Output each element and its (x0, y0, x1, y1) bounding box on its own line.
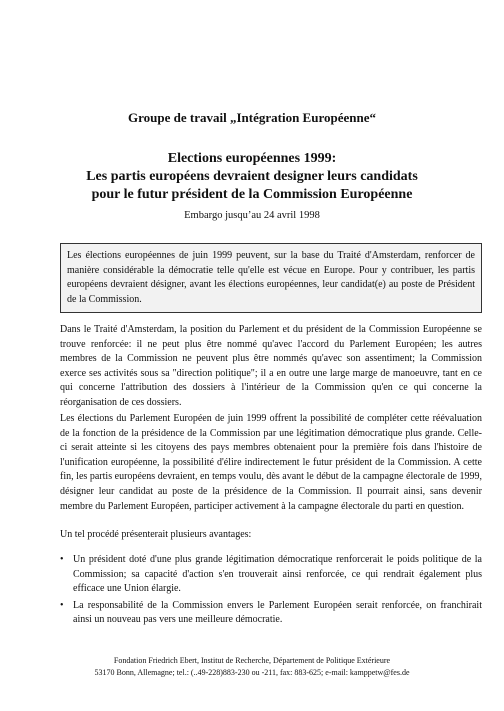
bullet-icon: • (60, 554, 64, 565)
list-item (60, 599, 482, 628)
abstract-box: Les élections européennes de juin 1999 peuvent, sur la base du Traité d'Amsterdam, renforcer de manière considérable la démocratie telle qu'elle est vécue en Europe. Pour y contribuer, les partis européens devraient désigner, avant les élections européennes, leur candidat(e) au poste de Président de la Commission. (60, 243, 482, 313)
footer (0, 655, 504, 679)
title-line-3: pour le futur président de la Commission Européenne (91, 187, 413, 202)
bullet-icon: • (60, 599, 64, 611)
document-title (0, 150, 504, 204)
working-group-heading: Groupe de travail „Intégration Européenne“ (128, 110, 376, 125)
paragraph-amsterdam-treaty: Dans le Traité d'Amsterdam, la position du Parlement et du président de la Commission Européenne se trouve renforcée: il ne peut plus être nommé qu'avec l'accord du Parlement Européen; les autres membres de la Commission ne peuvent plus être nommés qu'avec son assentiment; la Commission exerce ses activités sous sa "direction politique"; il a en outre une large marge de manoeuvre, tant en ce qui concerne l'attribution des dossiers à l'intérieur de la Commission qu'en ce qui concerne la réorganisation de ces dossiers. (60, 324, 482, 408)
footer-institution: Fondation Friedrich Ebert, Institut de Recherche, Département de Politique Extérieure (113, 656, 391, 665)
title-line-2: Les partis européens devraient designer leurs candidats (86, 169, 418, 184)
embargo-notice: Embargo jusqu’au 24 avril 1998 (184, 210, 320, 221)
advantages-list (60, 553, 482, 630)
list-item (60, 553, 482, 597)
title-line-1: Elections européennes 1999: (167, 151, 337, 166)
paragraph-advantages-intro: Un tel procédé présenterait plusieurs avantages: (60, 529, 252, 540)
paragraph-elections-1999: Les élections du Parlement Européen de juin 1999 offrent la possibilité de compléter cette réévaluation de la fonction de la présidence de la Commission par une légitimation démocratique plus grande. Celle-ci serait atteinte si les citoyens des pays membres obtenaient pour la première fois dans l'histoire de l'unification européenne, la possibilité d'élire indirectement le futur président de la Commission. A cette fin, les partis européens devraient, en temps voulu, dès avant le début de la campagne électorale de 1999, désigner leur candidat au poste de la présidence de la Commission. Il pourrait ainsi, sans devenir membre du Parlement Européen, participer activement à la campagne électorale du parti en question. (60, 413, 482, 512)
footer-contact: 53170 Bonn, Allemagne; tel.: (..49-228)883-230 ou -211, fax: 883-625; e-mail: kamppetw@fes.de (94, 668, 410, 677)
list-item-text: Un président doté d'une plus grande légitimation démocratique renforcerait le poids politique de la Commission; sa capacité d'action s'en trouverait ainsi renforcée, ce qui rendrait également plus efficace une Union élargie. (73, 554, 482, 595)
list-item-text: La responsabilité de la Commission envers le Parlement Européen serait renforcée, on franchirait ainsi un nouveau pas vers une meilleure démocratie. (73, 599, 482, 626)
